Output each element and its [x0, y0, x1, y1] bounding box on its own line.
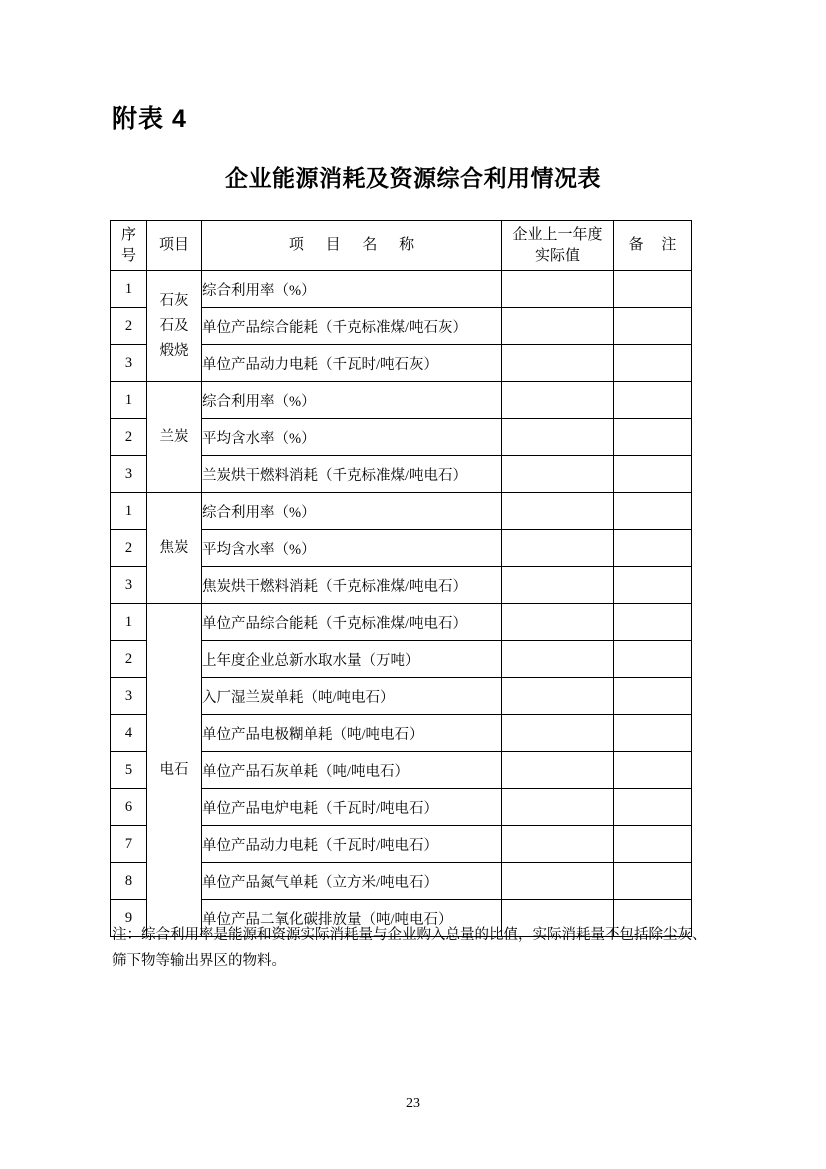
- cell-last-year-value[interactable]: [502, 863, 614, 900]
- cell-item-name: 单位产品氮气单耗（立方米/吨电石）: [202, 863, 502, 900]
- cell-item-name: 单位产品动力电耗（千瓦时/吨石灰）: [202, 345, 502, 382]
- header-item-name-text: 项 目 名 称: [288, 237, 424, 253]
- header-remark-text: 备 注: [628, 237, 684, 253]
- cell-group-label: [147, 271, 202, 382]
- cell-item-name: 单位产品电炉电耗（千瓦时/吨电石）: [202, 789, 502, 826]
- cell-item-name: 上年度企业总新水取水量（万吨）: [202, 641, 502, 678]
- cell-remark[interactable]: [614, 419, 692, 456]
- cell-sequence: 3: [111, 567, 147, 604]
- cell-item-name: 单位产品石灰单耗（吨/吨电石）: [202, 752, 502, 789]
- cell-sequence: 1: [111, 382, 147, 419]
- cell-remark[interactable]: [614, 271, 692, 308]
- cell-last-year-value[interactable]: [502, 752, 614, 789]
- cell-sequence: 3: [111, 678, 147, 715]
- cell-remark[interactable]: [614, 789, 692, 826]
- cell-sequence: 5: [111, 752, 147, 789]
- cell-sequence: 1: [111, 493, 147, 530]
- cell-item-name: 平均含水率（%）: [202, 530, 502, 567]
- form-table-container: [110, 220, 691, 937]
- footnote-line-1: 注：综合利用率是能源和资源实际消耗量与企业购入总量的比值，实际消耗量不包括除尘灰、: [112, 927, 707, 943]
- header-value-line1: 企业上一年度: [512, 226, 603, 243]
- group-label-line: 兰炭: [159, 428, 189, 445]
- cell-item-name: 平均含水率（%）: [202, 419, 502, 456]
- cell-remark[interactable]: [614, 826, 692, 863]
- group-label-line: 焦炭: [159, 539, 189, 556]
- cell-last-year-value[interactable]: [502, 530, 614, 567]
- cell-sequence: 8: [111, 863, 147, 900]
- footnote-line-2: 筛下物等输出界区的物料。: [112, 953, 286, 969]
- cell-item-name: 综合利用率（%）: [202, 493, 502, 530]
- cell-last-year-value[interactable]: [502, 678, 614, 715]
- cell-last-year-value[interactable]: [502, 308, 614, 345]
- cell-sequence: 4: [111, 715, 147, 752]
- appendix-label: 附表 4: [112, 105, 187, 133]
- table-footnote: [112, 922, 712, 974]
- cell-item-name: 单位产品电极糊单耗（吨/吨电石）: [202, 715, 502, 752]
- cell-sequence: 9: [111, 900, 147, 937]
- cell-sequence: 3: [111, 456, 147, 493]
- cell-last-year-value[interactable]: [502, 567, 614, 604]
- cell-sequence: 1: [111, 604, 147, 641]
- cell-remark[interactable]: [614, 752, 692, 789]
- cell-last-year-value[interactable]: [502, 456, 614, 493]
- cell-last-year-value[interactable]: [502, 271, 614, 308]
- cell-remark[interactable]: [614, 641, 692, 678]
- cell-last-year-value[interactable]: [502, 493, 614, 530]
- cell-remark[interactable]: [614, 530, 692, 567]
- cell-remark[interactable]: [614, 863, 692, 900]
- cell-item-name: 入厂湿兰炭单耗（吨/吨电石）: [202, 678, 502, 715]
- cell-sequence: 1: [111, 271, 147, 308]
- cell-item-name: 综合利用率（%）: [202, 382, 502, 419]
- cell-last-year-value[interactable]: [502, 382, 614, 419]
- table-row: [111, 382, 692, 419]
- cell-item-name: 综合利用率（%）: [202, 271, 502, 308]
- cell-sequence: 6: [111, 789, 147, 826]
- cell-last-year-value[interactable]: [502, 419, 614, 456]
- table-header-row: [111, 221, 692, 271]
- cell-last-year-value[interactable]: [502, 641, 614, 678]
- cell-item-name: 单位产品二氧化碳排放量（吨/吨电石）: [202, 900, 502, 937]
- cell-sequence: 2: [111, 530, 147, 567]
- cell-item-name: 焦炭烘干燃料消耗（千克标准煤/吨电石）: [202, 567, 502, 604]
- header-item-name: [202, 221, 502, 271]
- cell-remark[interactable]: [614, 678, 692, 715]
- header-seq-line2: 号: [120, 247, 136, 264]
- header-value-line2: 实际值: [534, 247, 580, 264]
- energy-consumption-table: [110, 220, 692, 937]
- cell-sequence: 2: [111, 641, 147, 678]
- cell-remark[interactable]: [614, 493, 692, 530]
- cell-last-year-value[interactable]: [502, 715, 614, 752]
- table-row: [111, 493, 692, 530]
- page-title: 企业能源消耗及资源综合利用情况表: [225, 165, 601, 191]
- header-seq: [111, 221, 147, 271]
- group-label-line: 电石: [159, 761, 189, 778]
- cell-item-name: 单位产品综合能耗（千克标准煤/吨石灰）: [202, 308, 502, 345]
- header-last-year-value: [502, 221, 614, 271]
- cell-last-year-value[interactable]: [502, 826, 614, 863]
- cell-remark[interactable]: [614, 308, 692, 345]
- group-label-line: 石及: [159, 317, 189, 334]
- cell-remark[interactable]: [614, 345, 692, 382]
- cell-sequence: 3: [111, 345, 147, 382]
- cell-sequence: 7: [111, 826, 147, 863]
- table-row: [111, 271, 692, 308]
- cell-last-year-value[interactable]: [502, 789, 614, 826]
- cell-remark[interactable]: [614, 567, 692, 604]
- table-row: [111, 604, 692, 641]
- cell-last-year-value[interactable]: [502, 604, 614, 641]
- page-number: 23: [406, 1096, 420, 1111]
- cell-item-name: 单位产品动力电耗（千瓦时/吨电石）: [202, 826, 502, 863]
- cell-group-label: [147, 382, 202, 493]
- cell-sequence: 2: [111, 308, 147, 345]
- cell-remark[interactable]: [614, 456, 692, 493]
- cell-remark[interactable]: [614, 604, 692, 641]
- cell-group-label: [147, 493, 202, 604]
- group-label-line: 煅烧: [159, 342, 189, 359]
- cell-remark[interactable]: [614, 715, 692, 752]
- cell-item-name: 单位产品综合能耗（千克标准煤/吨电石）: [202, 604, 502, 641]
- cell-remark[interactable]: [614, 382, 692, 419]
- group-label-line: 石灰: [159, 292, 189, 309]
- header-seq-line1: 序: [120, 226, 136, 243]
- header-remark: [614, 221, 692, 271]
- cell-group-label: [147, 604, 202, 937]
- header-group: 项目: [147, 221, 202, 271]
- cell-item-name: 兰炭烘干燃料消耗（千克标准煤/吨电石）: [202, 456, 502, 493]
- cell-last-year-value[interactable]: [502, 345, 614, 382]
- cell-sequence: 2: [111, 419, 147, 456]
